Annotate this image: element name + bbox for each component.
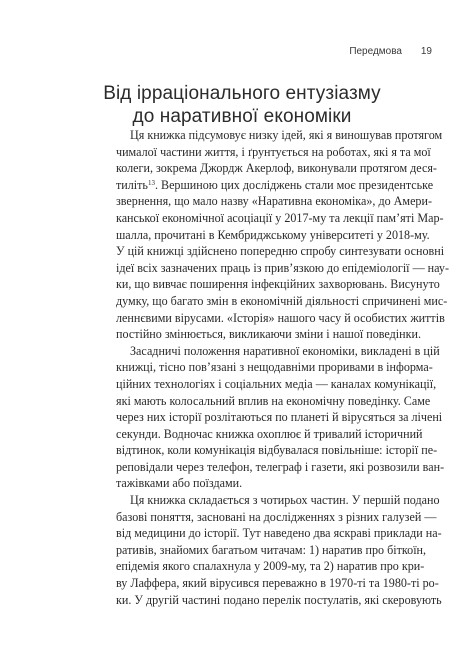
chapter-heading — [60, 82, 424, 128]
text-line: ративів, знайомих багатьом читачам: 1) наратив про біткоїн, — [116, 542, 427, 557]
text-line: Засадничі положення наративної економіки, викладені в цій — [130, 343, 440, 358]
text-line: постійно змінюється, викликаючи зміни і нашої поведінки. — [116, 327, 421, 342]
text-line: колеги, зокрема Джордж Акерлоф, виконували протягом деся- — [116, 161, 437, 176]
text-line-with-footnote — [116, 177, 434, 194]
text-line: Ця книжка підсумовує низку ідей, які я виношував протягом — [130, 128, 443, 142]
text-line: базові поняття, засновані на дослідженнях з різних галузей — — [116, 509, 437, 524]
heading-line-1: Від ірраціонального ентузіазму — [103, 83, 381, 104]
text-line: ідеї всіх зазначених праць із прив’язкою до епідеміології — нау- — [116, 260, 449, 275]
page-number: 19 — [420, 46, 432, 57]
footnote-reference: 13 — [147, 178, 155, 187]
text-fragment: тиліть — [116, 177, 148, 192]
text-line: ву Лаффера, який вірусився переважно в 1970-ті та 1980-ті ро- — [116, 576, 439, 591]
text-line: У цій книжці здійснено попередню спробу синтезувати основні — [116, 244, 445, 259]
text-line: ки, що вивчає поширення інфекційних захворювань. Висунуто — [116, 277, 440, 292]
section-title: Передмова — [349, 46, 402, 57]
text-line: реповідали через телефон, телеграф і газети, які розвозили ван- — [116, 459, 445, 474]
text-line: ки. У другій частині подано перелік постулатів, які скеровують — [116, 592, 442, 607]
heading-line-2: до наративної економіки — [132, 106, 352, 127]
text-line: від медицини до історії. Тут наведено два яскраві приклади на- — [116, 526, 442, 541]
text-line: книжці, тісно пов’язані з нещодавніми проривами в інформа- — [116, 360, 433, 375]
running-head — [0, 46, 470, 60]
text-fragment: . Вершиною цих досліджень стали моє президентське — [154, 177, 434, 192]
text-line: тажівками або поїздами. — [116, 476, 243, 491]
text-line: Ця книжка складається з чотирьох частин. У першій подано — [130, 493, 440, 508]
text-line: ційних технологіях і соціальних медіа — каналах комунікації, — [116, 376, 437, 391]
text-line: відтинок, коли комунікація відбувалася повільніше: історії пе- — [116, 443, 438, 458]
text-line: чималої частини життя, і ґрунтується на роботах, які я та мої — [116, 144, 431, 159]
text-line: думку, що багато змін в економічній діяльності спричинені мис- — [116, 293, 448, 308]
text-line: епідемія якого спалахнула у 2009-му, та 2) наратив про кри- — [116, 559, 425, 574]
text-line: шалла, прочитані в Кембриджському університеті у 2018-му. — [116, 227, 430, 242]
text-line: звернення, що мало назву «Наративна економіка», до Амери- — [116, 194, 432, 209]
text-line: які мають колосальний вплив на економічну поведінку. Саме — [116, 393, 431, 408]
text-line: секунди. Водночас книжка охоплює й тривалий історичний — [116, 426, 423, 441]
text-line: через них історії розлітаються по планеті й вірусяться за лічені — [116, 410, 443, 425]
body-text — [116, 127, 449, 608]
text-line: канської економічної асоціації у 2017-му та лекції пам’яті Мар- — [116, 210, 444, 225]
text-line: леннєвими вірусами. «Історія» нашого часу й особистих життів — [116, 310, 445, 325]
